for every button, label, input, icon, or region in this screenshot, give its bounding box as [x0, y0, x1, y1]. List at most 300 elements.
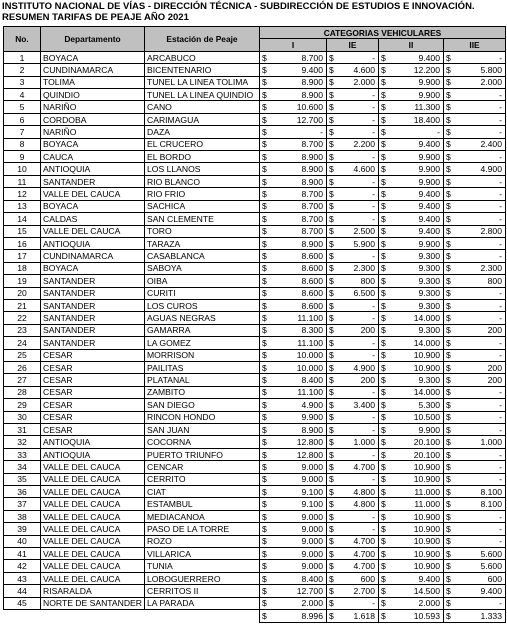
row-cat-i-value: 8.900	[272, 76, 327, 88]
row-cat-ii-value: 9.300	[391, 374, 444, 386]
currency-symbol: $	[444, 523, 456, 535]
currency-symbol: $	[327, 486, 339, 498]
row-departamento: SANTANDER	[41, 175, 145, 187]
currency-symbol: $	[444, 51, 456, 63]
row-cat-ie-value: -	[339, 349, 379, 361]
currency-symbol: $	[379, 411, 391, 423]
currency-symbol: $	[444, 411, 456, 423]
currency-symbol: $	[444, 361, 456, 373]
row-no: 22	[4, 312, 41, 324]
table-row	[4, 548, 506, 560]
currency-symbol: $	[327, 76, 339, 88]
row-cat-ie-value: 2.500	[339, 225, 379, 237]
row-cat-iie-value: -	[456, 399, 506, 411]
row-departamento: NARIÑO	[41, 126, 145, 138]
row-cat-iie-value: -	[456, 175, 506, 187]
currency-symbol: $	[260, 151, 272, 163]
table-row	[4, 411, 506, 423]
table-row	[4, 572, 506, 584]
currency-symbol: $	[379, 113, 391, 125]
currency-symbol: $	[379, 535, 391, 547]
row-cat-ie-value: 5.900	[339, 237, 379, 249]
currency-symbol: $	[260, 560, 272, 572]
total-ie: 1.618	[339, 610, 379, 622]
row-cat-i-value: 8.900	[272, 151, 327, 163]
currency-symbol: $	[327, 299, 339, 311]
row-cat-ie-value: -	[339, 523, 379, 535]
currency-symbol: $	[260, 349, 272, 361]
row-cat-iie-value: 200	[456, 374, 506, 386]
row-estacion: RIO FRIO	[145, 188, 260, 200]
currency-symbol: $	[444, 225, 456, 237]
row-cat-ii-value: 11.000	[391, 486, 444, 498]
row-estacion: SAN CLEMENTE	[145, 213, 260, 225]
currency-symbol: $	[260, 312, 272, 324]
row-cat-iie-value: -	[456, 51, 506, 63]
row-cat-ii-value: 9.300	[391, 275, 444, 287]
row-cat-iie-value: -	[456, 89, 506, 101]
currency-symbol: $	[379, 548, 391, 560]
row-cat-ii-value: 10.900	[391, 560, 444, 572]
row-no: 23	[4, 324, 41, 336]
row-cat-i-value: 9.100	[272, 486, 327, 498]
currency-symbol: $	[379, 361, 391, 373]
row-no: 42	[4, 560, 41, 572]
row-cat-iie-value: -	[456, 287, 506, 299]
currency-symbol: $	[444, 424, 456, 436]
currency-symbol: $	[379, 287, 391, 299]
row-cat-i-value: 10.000	[272, 361, 327, 373]
header-cat-ie: IE	[327, 39, 379, 51]
row-no: 5	[4, 101, 41, 113]
currency-symbol: $	[260, 386, 272, 398]
row-cat-i-value: 8.600	[272, 275, 327, 287]
table-row	[4, 523, 506, 535]
row-cat-i-value: 9.900	[272, 411, 327, 423]
currency-symbol: $	[260, 101, 272, 113]
row-cat-iie-value: 2.400	[456, 138, 506, 150]
row-cat-iie-value: -	[456, 349, 506, 361]
row-cat-ie-value: -	[339, 597, 379, 609]
currency-symbol: $	[327, 51, 339, 63]
currency-symbol: $	[327, 275, 339, 287]
row-departamento: RISARALDA	[41, 585, 145, 597]
row-cat-ii-value: 9.900	[391, 151, 444, 163]
currency-symbol: $	[260, 76, 272, 88]
row-cat-i-value: 8.900	[272, 424, 327, 436]
row-estacion: LOBOGUERRERO	[145, 572, 260, 584]
row-estacion: CANO	[145, 101, 260, 113]
currency-symbol: $	[444, 548, 456, 560]
currency-symbol: $	[379, 337, 391, 349]
row-cat-iie-value: -	[456, 386, 506, 398]
currency-symbol: $	[444, 324, 456, 336]
row-cat-i-value: -	[272, 126, 327, 138]
currency-symbol: $	[444, 610, 456, 622]
row-estacion: ESTAMBUL	[145, 498, 260, 510]
row-cat-ii-value: 10.900	[391, 535, 444, 547]
row-cat-iie-value: -	[456, 299, 506, 311]
currency-symbol: $	[379, 349, 391, 361]
row-cat-iie-value: -	[456, 510, 506, 522]
row-no: 32	[4, 436, 41, 448]
row-no: 41	[4, 548, 41, 560]
row-cat-i-value: 8.700	[272, 138, 327, 150]
currency-symbol: $	[260, 89, 272, 101]
row-cat-i-value: 8.700	[272, 51, 327, 63]
currency-symbol: $	[260, 262, 272, 274]
row-cat-i-value: 2.000	[272, 597, 327, 609]
row-no: 31	[4, 424, 41, 436]
currency-symbol: $	[260, 585, 272, 597]
row-estacion: TORO	[145, 225, 260, 237]
row-cat-i-value: 12.700	[272, 113, 327, 125]
row-cat-iie-value: -	[456, 188, 506, 200]
row-estacion: AGUAS NEGRAS	[145, 312, 260, 324]
row-cat-iie-value: -	[456, 126, 506, 138]
row-cat-ie-value: -	[339, 188, 379, 200]
report-subtitle: RESUMEN TARIFAS DE PEAJE AÑO 2021	[2, 12, 189, 23]
currency-symbol: $	[379, 436, 391, 448]
row-cat-ie-value: -	[339, 448, 379, 460]
currency-symbol: $	[379, 448, 391, 460]
row-departamento: VALLE DEL CAUCA	[41, 572, 145, 584]
row-cat-ii-value: 9.900	[391, 89, 444, 101]
row-cat-ii-value: 9.300	[391, 324, 444, 336]
row-departamento: BOYACA	[41, 51, 145, 63]
currency-symbol: $	[444, 448, 456, 460]
row-no: 19	[4, 275, 41, 287]
row-no: 3	[4, 76, 41, 88]
row-departamento: CALDAS	[41, 213, 145, 225]
currency-symbol: $	[327, 498, 339, 510]
table-row	[4, 138, 506, 150]
row-cat-ii-value: 9.900	[391, 76, 444, 88]
row-cat-ii-value: 5.300	[391, 399, 444, 411]
currency-symbol: $	[327, 523, 339, 535]
row-cat-iie-value: -	[456, 337, 506, 349]
row-cat-ii-value: 12.200	[391, 64, 444, 76]
row-cat-ii-value: 9.300	[391, 250, 444, 262]
row-cat-iie-value: -	[456, 101, 506, 113]
row-no: 18	[4, 262, 41, 274]
row-cat-i-value: 12.800	[272, 436, 327, 448]
table-row	[4, 262, 506, 274]
currency-symbol: $	[379, 188, 391, 200]
toll-rates-table	[3, 26, 506, 623]
currency-symbol: $	[327, 113, 339, 125]
currency-symbol: $	[379, 374, 391, 386]
row-cat-ii-value: 9.400	[391, 138, 444, 150]
row-cat-ii-value: 9.400	[391, 200, 444, 212]
row-cat-ii-value: 9.900	[391, 424, 444, 436]
row-departamento: BOYACA	[41, 138, 145, 150]
currency-symbol: $	[444, 312, 456, 324]
row-cat-iie-value: 5.600	[456, 548, 506, 560]
row-estacion: CARIMAGUA	[145, 113, 260, 125]
row-cat-ie-value: 4.700	[339, 461, 379, 473]
row-cat-i-value: 8.900	[272, 175, 327, 187]
row-cat-i-value: 11.100	[272, 312, 327, 324]
currency-symbol: $	[260, 399, 272, 411]
row-no: 16	[4, 237, 41, 249]
row-cat-iie-value: -	[456, 151, 506, 163]
row-cat-ie-value: -	[339, 200, 379, 212]
currency-symbol: $	[260, 51, 272, 63]
row-departamento: ANTIOQUIA	[41, 448, 145, 460]
row-cat-ii-value: -	[391, 126, 444, 138]
row-cat-iie-value: -	[456, 213, 506, 225]
row-cat-ii-value: 10.900	[391, 473, 444, 485]
row-cat-ii-value: 11.000	[391, 498, 444, 510]
currency-symbol: $	[260, 597, 272, 609]
row-estacion: BICENTENARIO	[145, 64, 260, 76]
table-row	[4, 324, 506, 336]
row-cat-iie-value: 600	[456, 572, 506, 584]
row-cat-ie-value: 600	[339, 572, 379, 584]
row-estacion: SACHICA	[145, 200, 260, 212]
currency-symbol: $	[379, 498, 391, 510]
currency-symbol: $	[444, 572, 456, 584]
currency-symbol: $	[444, 250, 456, 262]
currency-symbol: $	[260, 225, 272, 237]
row-departamento: SANTANDER	[41, 312, 145, 324]
currency-symbol: $	[327, 374, 339, 386]
row-cat-ie-value: 4.900	[339, 361, 379, 373]
currency-symbol: $	[327, 560, 339, 572]
row-departamento: CUNDINAMARCA	[41, 250, 145, 262]
currency-symbol: $	[327, 386, 339, 398]
row-cat-iie-value: 8.100	[456, 498, 506, 510]
row-cat-ie-value: -	[339, 411, 379, 423]
row-departamento: TOLIMA	[41, 76, 145, 88]
row-cat-ie-value: 200	[339, 324, 379, 336]
row-estacion: LA PARADA	[145, 597, 260, 609]
currency-symbol: $	[444, 510, 456, 522]
row-cat-i-value: 8.600	[272, 250, 327, 262]
currency-symbol: $	[379, 585, 391, 597]
row-cat-ie-value: 1.000	[339, 436, 379, 448]
table-row	[4, 64, 506, 76]
row-cat-i-value: 8.400	[272, 374, 327, 386]
row-no: 14	[4, 213, 41, 225]
currency-symbol: $	[444, 89, 456, 101]
currency-symbol: $	[379, 138, 391, 150]
currency-symbol: $	[379, 51, 391, 63]
row-no: 36	[4, 486, 41, 498]
row-no: 39	[4, 523, 41, 535]
row-departamento: SANTANDER	[41, 287, 145, 299]
row-cat-i-value: 12.700	[272, 585, 327, 597]
currency-symbol: $	[379, 560, 391, 572]
currency-symbol: $	[327, 361, 339, 373]
row-cat-ie-value: -	[339, 473, 379, 485]
currency-symbol: $	[444, 262, 456, 274]
row-cat-i-value: 8.700	[272, 225, 327, 237]
row-cat-iie-value: 2.800	[456, 225, 506, 237]
table-row	[4, 424, 506, 436]
row-cat-ii-value: 14.000	[391, 312, 444, 324]
table-row	[4, 535, 506, 547]
table-row	[4, 250, 506, 262]
currency-symbol: $	[327, 200, 339, 212]
row-estacion: CIAT	[145, 486, 260, 498]
row-cat-i-value: 9.000	[272, 461, 327, 473]
row-departamento: CAUCA	[41, 151, 145, 163]
row-no: 11	[4, 175, 41, 187]
currency-symbol: $	[327, 610, 339, 622]
row-cat-iie-value: 200	[456, 361, 506, 373]
row-cat-iie-value: -	[456, 424, 506, 436]
row-no: 7	[4, 126, 41, 138]
currency-symbol: $	[444, 374, 456, 386]
currency-symbol: $	[444, 486, 456, 498]
table-row	[4, 436, 506, 448]
row-departamento: CORDOBA	[41, 113, 145, 125]
table-row	[4, 473, 506, 485]
row-cat-iie-value: -	[456, 312, 506, 324]
row-cat-ie-value: 2.300	[339, 262, 379, 274]
row-cat-ie-value: 2.700	[339, 585, 379, 597]
table-body	[4, 51, 506, 609]
row-cat-i-value: 4.900	[272, 399, 327, 411]
total-iie: 1.333	[456, 610, 506, 622]
currency-symbol: $	[444, 399, 456, 411]
row-no: 9	[4, 151, 41, 163]
row-cat-i-value: 9.000	[272, 523, 327, 535]
row-departamento: VALLE DEL CAUCA	[41, 535, 145, 547]
row-estacion: RIO BLANCO	[145, 175, 260, 187]
row-no: 27	[4, 374, 41, 386]
row-cat-ii-value: 10.900	[391, 523, 444, 535]
currency-symbol: $	[327, 101, 339, 113]
row-estacion: CASABLANCA	[145, 250, 260, 262]
row-cat-ie-value: -	[339, 213, 379, 225]
row-estacion: ARCABUCO	[145, 51, 260, 63]
row-departamento: SANTANDER	[41, 299, 145, 311]
currency-symbol: $	[379, 486, 391, 498]
currency-symbol: $	[444, 237, 456, 249]
currency-symbol: $	[379, 572, 391, 584]
row-cat-ie-value: -	[339, 424, 379, 436]
header-cat-ii: II	[379, 39, 444, 51]
currency-symbol: $	[327, 163, 339, 175]
table-row	[4, 585, 506, 597]
header-cat-iie: IIE	[444, 39, 506, 51]
currency-symbol: $	[260, 200, 272, 212]
row-cat-i-value: 9.000	[272, 473, 327, 485]
row-cat-ie-value: -	[339, 151, 379, 163]
row-estacion: SAN DIEGO	[145, 399, 260, 411]
row-estacion: PUERTO TRIUNFO	[145, 448, 260, 460]
table-row	[4, 163, 506, 175]
currency-symbol: $	[327, 349, 339, 361]
row-no: 34	[4, 461, 41, 473]
currency-symbol: $	[379, 175, 391, 187]
currency-symbol: $	[260, 461, 272, 473]
currency-symbol: $	[327, 597, 339, 609]
currency-symbol: $	[444, 188, 456, 200]
row-cat-ii-value: 10.500	[391, 411, 444, 423]
row-departamento: QUINDIO	[41, 89, 145, 101]
row-estacion: GAMARRA	[145, 324, 260, 336]
currency-symbol: $	[260, 436, 272, 448]
row-estacion: ROZO	[145, 535, 260, 547]
row-cat-ii-value: 2.000	[391, 597, 444, 609]
currency-symbol: $	[444, 101, 456, 113]
row-cat-ie-value: 4.800	[339, 486, 379, 498]
row-estacion: DAZA	[145, 126, 260, 138]
row-cat-ii-value: 11.300	[391, 101, 444, 113]
row-cat-i-value: 8.600	[272, 262, 327, 274]
currency-symbol: $	[444, 436, 456, 448]
row-cat-iie-value: 2.000	[456, 76, 506, 88]
row-departamento: CESAR	[41, 386, 145, 398]
row-cat-i-value: 9.100	[272, 498, 327, 510]
row-no: 37	[4, 498, 41, 510]
currency-symbol: $	[379, 461, 391, 473]
row-estacion: EL CRUCERO	[145, 138, 260, 150]
currency-symbol: $	[379, 250, 391, 262]
row-estacion: RINCON HONDO	[145, 411, 260, 423]
currency-symbol: $	[327, 399, 339, 411]
currency-symbol: $	[327, 411, 339, 423]
row-no: 25	[4, 349, 41, 361]
table-row	[4, 126, 506, 138]
table-row	[4, 175, 506, 187]
row-cat-iie-value: 8.100	[456, 486, 506, 498]
row-estacion: PAILITAS	[145, 361, 260, 373]
row-no: 40	[4, 535, 41, 547]
row-departamento: CESAR	[41, 424, 145, 436]
row-departamento: VALLE DEL CAUCA	[41, 225, 145, 237]
row-estacion: SAN JUAN	[145, 424, 260, 436]
table-row	[4, 374, 506, 386]
table-row	[4, 151, 506, 163]
currency-symbol: $	[379, 213, 391, 225]
row-cat-ii-value: 14.500	[391, 585, 444, 597]
row-departamento: ANTIOQUIA	[41, 237, 145, 249]
currency-symbol: $	[260, 411, 272, 423]
row-cat-ie-value: -	[339, 51, 379, 63]
currency-symbol: $	[260, 523, 272, 535]
currency-symbol: $	[379, 523, 391, 535]
row-cat-iie-value: -	[456, 473, 506, 485]
currency-symbol: $	[379, 101, 391, 113]
row-cat-iie-value: -	[456, 461, 506, 473]
row-estacion: TUNEL LA LINEA QUINDIO	[145, 89, 260, 101]
currency-symbol: $	[444, 113, 456, 125]
total-i: 8.996	[272, 610, 327, 622]
currency-symbol: $	[379, 151, 391, 163]
row-cat-ie-value: -	[339, 386, 379, 398]
table-row	[4, 448, 506, 460]
row-cat-i-value: 9.000	[272, 560, 327, 572]
row-cat-ie-value: -	[339, 337, 379, 349]
row-cat-iie-value: 1.000	[456, 436, 506, 448]
currency-symbol: $	[327, 213, 339, 225]
currency-symbol: $	[444, 126, 456, 138]
currency-symbol: $	[327, 89, 339, 101]
currency-symbol: $	[260, 535, 272, 547]
currency-symbol: $	[260, 188, 272, 200]
header-departamento: Departamento	[41, 27, 145, 52]
currency-symbol: $	[260, 424, 272, 436]
currency-symbol: $	[444, 76, 456, 88]
row-estacion: LOS CUROS	[145, 299, 260, 311]
table-row	[4, 200, 506, 212]
currency-symbol: $	[379, 473, 391, 485]
